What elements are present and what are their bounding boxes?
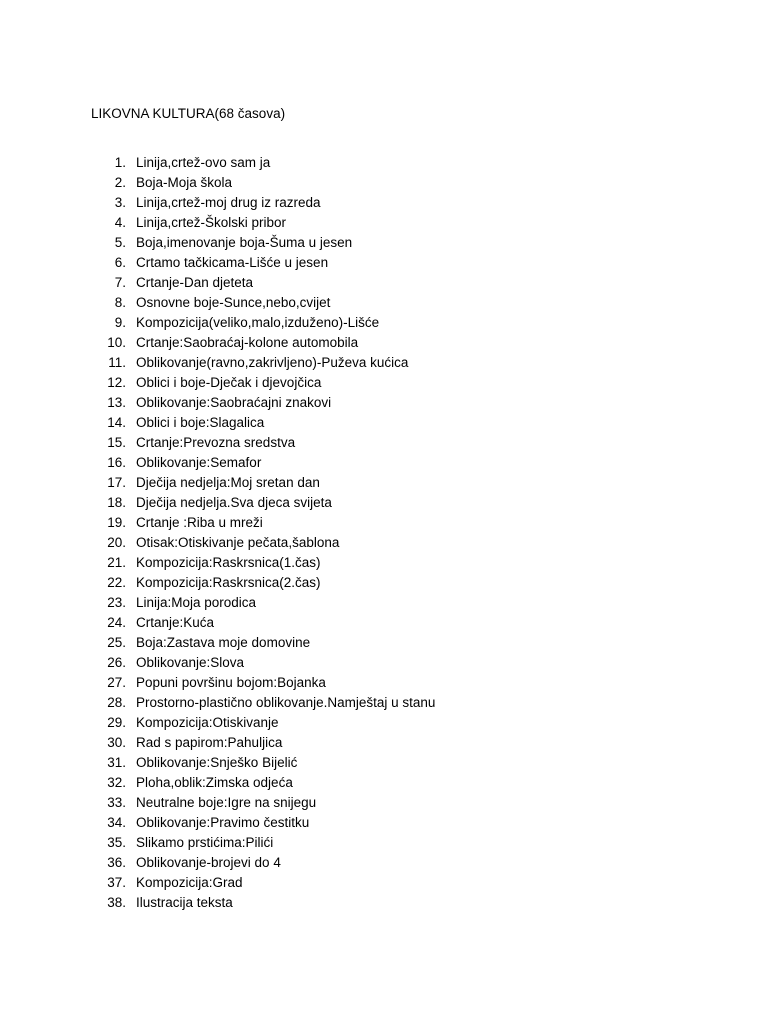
list-item-number: 38. — [107, 895, 126, 910]
list-item-text: Crtanje :Riba u mreži — [136, 515, 263, 530]
list-item-text: Oblikovanje:Slova — [136, 655, 245, 670]
list-item-text: Linija,crtež-ovo sam ja — [136, 155, 271, 170]
list-item-text: Boja,imenovanje boja-Šuma u jesen — [136, 235, 353, 250]
list-item-text: Linija:Moja porodica — [136, 595, 257, 610]
list-item-text: Linija,crtež-moj drug iz razreda — [136, 195, 321, 210]
list-item-number: 4. — [114, 215, 126, 230]
list-item-number: 29. — [107, 715, 126, 730]
list-item-text: Linija,crtež-Školski pribor — [136, 215, 287, 230]
list-item-number: 24. — [107, 615, 126, 630]
list-item-text: Oblikovanje:Saobraćajni znakovi — [136, 395, 332, 410]
list-item-number: 25. — [107, 635, 126, 650]
list-item-number: 26. — [107, 655, 126, 670]
list-item-text: Oblikovanje:Snješko Bijelić — [136, 755, 298, 770]
list-item-number: 33. — [107, 795, 126, 810]
list-item-number: 18. — [107, 495, 126, 510]
list-item-text: Oblici i boje-Dječak i djevojčica — [136, 375, 322, 390]
list-item-number: 7. — [114, 275, 126, 290]
list-item-text: Oblikovanje:Pravimo čestitku — [136, 815, 310, 830]
list-item-text: Boja-Moja škola — [136, 175, 233, 190]
list-item-number: 2. — [114, 175, 126, 190]
list-item-number: 32. — [107, 775, 126, 790]
list-item-text: Crtanje:Kuća — [136, 615, 215, 630]
list-item-text: Boja:Zastava moje domovine — [136, 635, 311, 650]
list-item-number: 10. — [107, 335, 126, 350]
list-item-number: 9. — [114, 315, 126, 330]
list-item-number: 31. — [107, 755, 126, 770]
list-item-number: 27. — [107, 675, 126, 690]
list-item-text: Popuni površinu bojom:Bojanka — [136, 675, 326, 690]
list-item-text: Dječija nedjelja:Moj sretan dan — [136, 475, 320, 490]
list-item-number: 14. — [107, 415, 126, 430]
list-item-number: 21. — [107, 555, 126, 570]
list-item-text: Crtanje:Saobraćaj-kolone automobila — [136, 335, 359, 350]
list-item-number: 22. — [107, 575, 126, 590]
list-item-text: Otisak:Otiskivanje pečata,šablona — [136, 535, 340, 550]
list-item-text: Ilustracija teksta — [136, 895, 233, 910]
list-item-number: 16. — [107, 455, 126, 470]
list-item-text: Oblikovanje-brojevi do 4 — [136, 855, 281, 870]
list-item-text: Dječija nedjelja.Sva djeca svijeta — [136, 495, 332, 510]
list-item-number: 30. — [107, 735, 126, 750]
list-item-text: Prostorno-plastično oblikovanje.Namještaj u stanu — [136, 695, 436, 710]
list-item-number: 23. — [107, 595, 126, 610]
list-item-number: 6. — [114, 255, 126, 270]
list-item-text: Oblici i boje:Slagalica — [136, 415, 265, 430]
list-item-text: Crtanje-Dan djeteta — [136, 275, 254, 290]
list-item-text: Oblikovanje(ravno,zakrivljeno)-Puževa kućica — [136, 355, 409, 370]
list-item-number: 13. — [107, 395, 126, 410]
list-item-number: 12. — [107, 375, 126, 390]
list-item-text: Oblikovanje:Semafor — [136, 455, 262, 470]
list-item-text: Crtanje:Prevozna sredstva — [136, 435, 296, 450]
list-item-text: Kompozicija:Raskrsnica(2.čas) — [136, 575, 321, 590]
list-item-number: 35. — [107, 835, 126, 850]
list-item-number: 37. — [107, 875, 126, 890]
list-item-number: 34. — [107, 815, 126, 830]
document-title: LIKOVNA KULTURA(68 časova) — [91, 106, 286, 121]
list-item-text: Neutralne boje:Igre na snijegu — [136, 795, 317, 810]
list-item-number: 8. — [114, 295, 126, 310]
list-item-text: Slikamo prstićima:Pilići — [136, 835, 274, 850]
list-item-text: Osnovne boje-Sunce,nebo,cvijet — [136, 295, 331, 310]
list-item-number: 1. — [114, 155, 126, 170]
list-item-number: 17. — [107, 475, 126, 490]
list-item-text: Kompozicija:Grad — [136, 875, 243, 890]
list-item-number: 5. — [114, 235, 126, 250]
list-item-text: Kompozicija(veliko,malo,izduženo)-Lišće — [136, 315, 380, 330]
list-item-number: 28. — [107, 695, 126, 710]
list-item-number: 15. — [107, 435, 126, 450]
list-item-text: Kompozicija:Otiskivanje — [136, 715, 279, 730]
list-item-text: Rad s papirom:Pahuljica — [136, 735, 283, 750]
list-item-number: 3. — [114, 195, 126, 210]
list-item-text: Kompozicija:Raskrsnica(1.čas) — [136, 555, 321, 570]
list-item-number: 19. — [107, 515, 126, 530]
list-item-text: Crtamo tačkicama-Lišće u jesen — [136, 255, 329, 270]
list-item-number: 20. — [107, 535, 126, 550]
list-item-text: Ploha,oblik:Zimska odjeća — [136, 775, 293, 790]
list-item-number: 11. — [108, 355, 126, 370]
list-item-number: 36. — [107, 855, 126, 870]
